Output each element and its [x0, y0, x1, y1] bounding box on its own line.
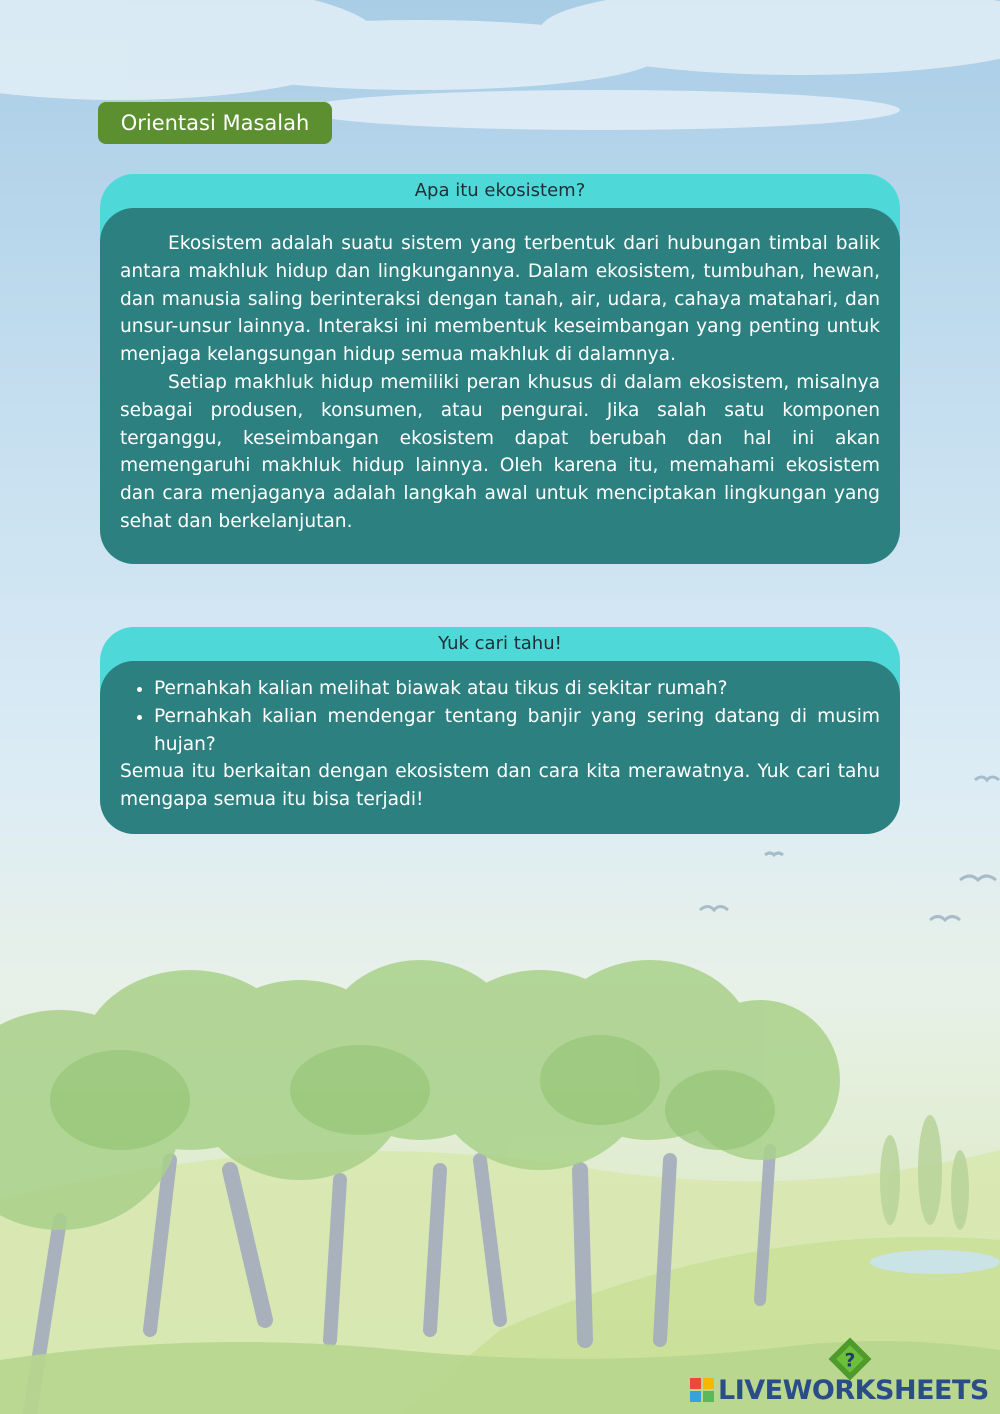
find-out-card	[100, 627, 900, 834]
liveworksheets-logo	[690, 1350, 995, 1412]
find-out-card-body	[100, 661, 900, 834]
ecosystem-card	[100, 174, 900, 564]
logo-text: LIVEWORKSHEETS	[718, 1375, 989, 1406]
section-tag: Orientasi Masalah	[98, 102, 332, 144]
logo-squares-icon	[690, 1378, 714, 1402]
find-out-card-heading: Yuk cari tahu!	[100, 627, 900, 701]
svg-text:?: ?	[844, 1350, 856, 1372]
closing-text: Semua itu berkaitan dengan ekosistem dan cara kita merawatnya. Yuk cari tahu mengapa semua itu bisa terjadi!	[120, 761, 880, 811]
ecosystem-paragraph-1: Ekosistem adalah suatu sistem yang terbentuk dari hubungan timbal balik antara makhluk hidup dan lingkungannya. Dalam ekosistem, tumbuhan, hewan, dan manusia saling berinteraksi dengan tanah, air, udara, cahaya matahari, dan unsur-unsur lainnya. Interaksi ini membentuk keseimbangan yang penting untuk menjaga kelangsungan hidup semua makhluk di dalamnya.	[120, 233, 880, 366]
ecosystem-card-heading: Apa itu ekosistem?	[100, 174, 900, 248]
question-item: • Pernahkah kalian mendengar tentang banjir yang sering datang di musim hujan?	[154, 703, 880, 759]
ecosystem-card-body	[100, 208, 900, 564]
question-list	[120, 675, 880, 758]
ecosystem-paragraph-2: Setiap makhluk hidup memiliki peran khusus di dalam ekosistem, misalnya sebagai produsen, konsumen, atau pengurai. Jika salah satu komponen terganggu, keseimbangan ekosistem dapat berubah dan hal ini akan memengaruhi makhluk hidup lainnya. Oleh karena itu, memahami ekosistem dan cara menjaganya adalah langkah awal untuk menciptakan lingkungan yang sehat dan berkelanjutan.	[120, 371, 880, 532]
question-item: • Pernahkah kalian melihat biawak atau tikus di sekitar rumah?	[154, 675, 880, 703]
